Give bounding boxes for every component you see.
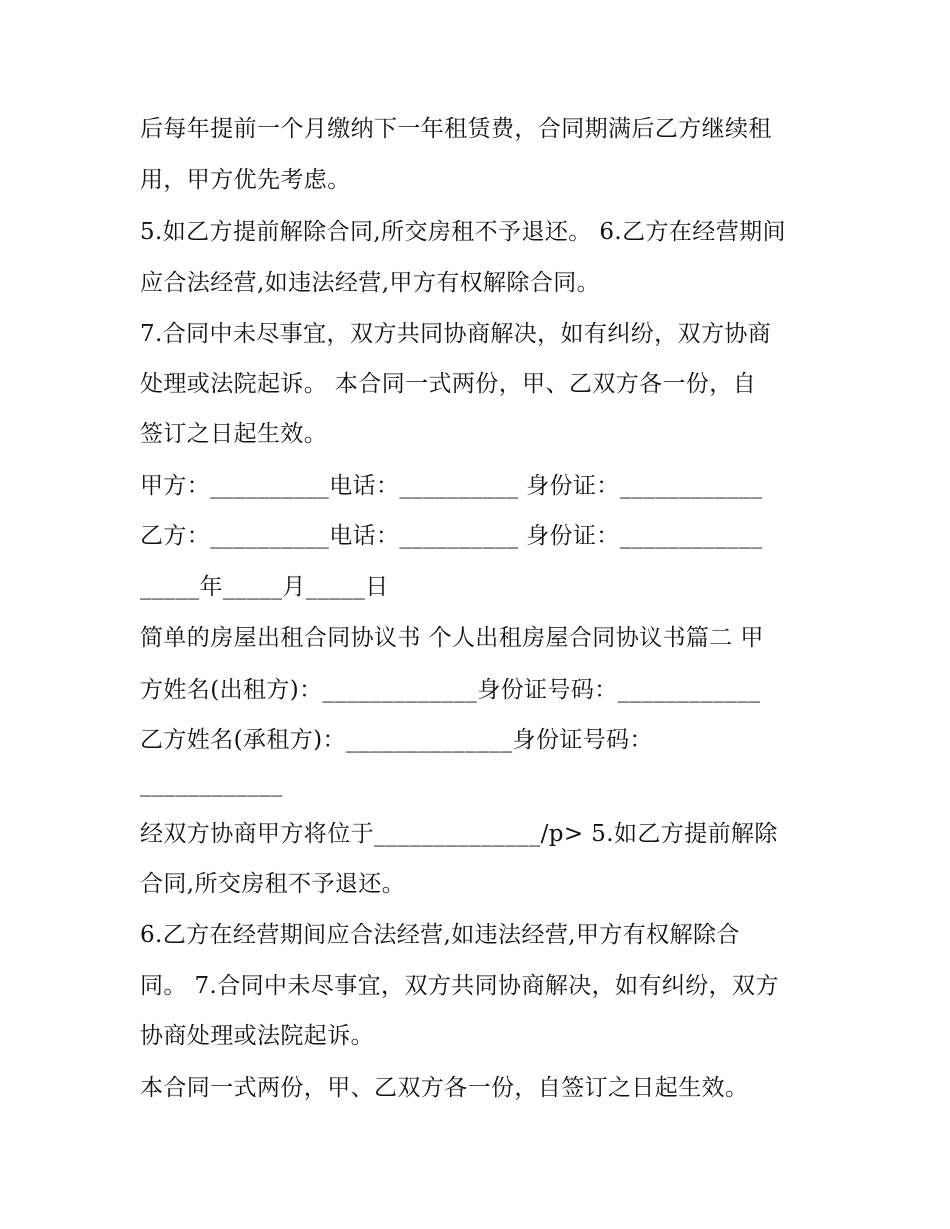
blank-line: ____________ <box>140 771 283 797</box>
text-line: 同。 7.合同中未尽事宜，双方共同协商解决，如有纠纷，双方 <box>140 973 779 999</box>
text-line: 7.合同中未尽事宜，双方共同协商解决，如有纠纷，双方协商 <box>140 321 772 347</box>
text-line: 后每年提前一个月缴纳下一年租赁费，合同期满后乙方继续租 <box>140 116 772 142</box>
date-line: _____年_____月_____日 <box>140 574 389 600</box>
lessee-info-line: 乙方姓名(承租方)：______________身份证号码： <box>140 727 653 753</box>
text-line: 5.如乙方提前解除合同,所交房租不予退还。 6.乙方在经营期间 <box>140 219 786 245</box>
party-b-signature-line: 乙方：__________电话：__________ 身份证：____________ <box>140 523 763 549</box>
text-line: 6.乙方在经营期间应合法经营,如违法经营,甲方有权解除合 <box>140 922 740 948</box>
party-a-signature-line: 甲方：__________电话：__________ 身份证：____________ <box>140 473 763 499</box>
text-line: 经双方协商甲方将位于______________/p> 5.如乙方提前解除 <box>140 821 778 847</box>
text-line: 协商处理或法院起诉。 <box>140 1023 374 1049</box>
text-line: 合同,所交房租不予退还。 <box>140 871 406 897</box>
lessor-info-line: 方姓名(出租方)：_____________身份证号码：____________ <box>140 677 761 703</box>
text-line: 签订之日起生效。 <box>140 421 328 447</box>
text-line: 本合同一式两份，甲、乙双方各一份，自签订之日起生效。 <box>140 1075 749 1101</box>
section-heading-line: 简单的房屋出租合同协议书 个人出租房屋合同协议书篇二 甲 <box>140 625 764 651</box>
text-line: 用，甲方优先考虑。 <box>140 167 351 193</box>
text-line: 应合法经营,如违法经营,甲方有权解除合同。 <box>140 270 601 296</box>
text-line: 处理或法院起诉。 本合同一式两份，甲、乙双方各一份，自 <box>140 371 757 397</box>
